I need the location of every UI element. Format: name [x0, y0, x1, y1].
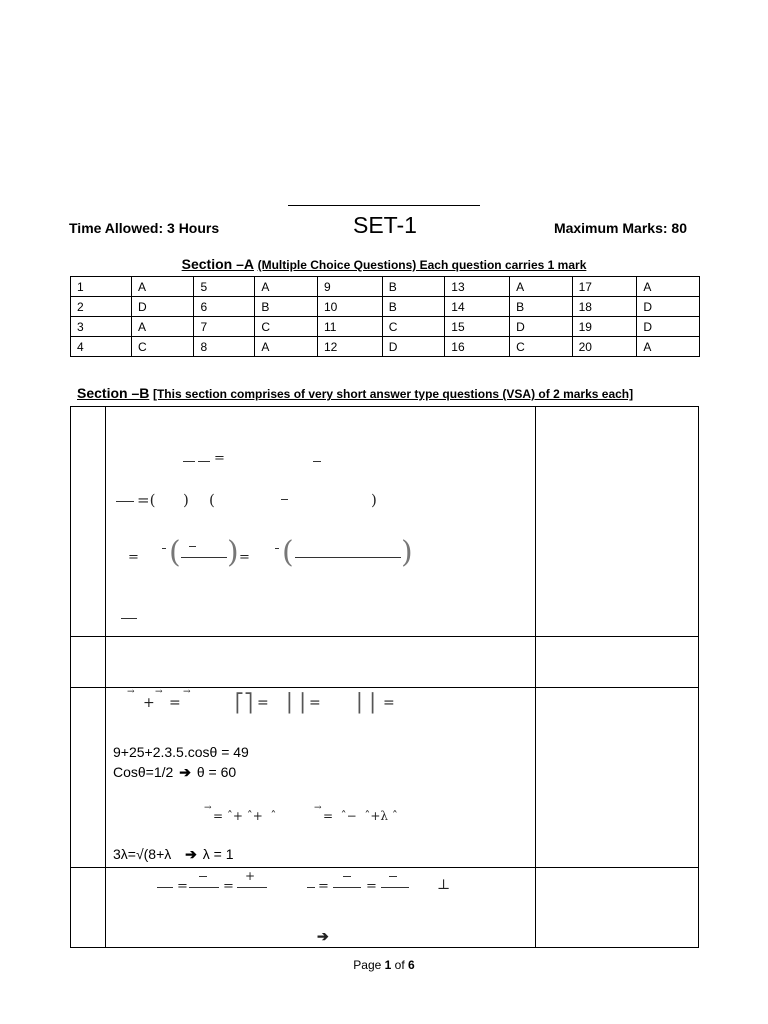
answer-letter: A — [131, 317, 194, 337]
arrow-right-icon: ➔ — [179, 764, 191, 780]
answer-letter: B — [255, 297, 318, 317]
answer-letter: D — [510, 317, 573, 337]
maximum-marks: Maximum Marks: 80 — [553, 220, 687, 236]
math-fragment: + — [143, 695, 155, 711]
math-fragment: → — [314, 803, 322, 813]
page-footer: Page 1 of 6 — [353, 958, 415, 972]
math-fragment: ( — [169, 535, 181, 570]
math-fragment: ( — [209, 491, 215, 509]
math-fragment — [389, 876, 397, 877]
math-fragment: ⎢⎥ — [357, 693, 375, 714]
answer-letter: D — [637, 317, 700, 337]
question-number: 14 — [445, 297, 510, 317]
math-fragment — [275, 548, 279, 549]
math-fragment: ) — [227, 535, 239, 570]
math-fragment — [281, 499, 288, 500]
math-fragment — [189, 887, 219, 888]
math-fragment: = ˆ+ ˆ+ ˆ — [213, 809, 277, 823]
answer-letter: B — [382, 297, 445, 317]
answer-letter: B — [510, 297, 573, 317]
math-fragment — [162, 548, 166, 549]
math-fragment: = — [383, 695, 395, 711]
math-fragment — [116, 501, 134, 502]
math-fragment: = — [257, 695, 269, 711]
math-fragment: → — [155, 687, 163, 697]
grid-row-divider — [71, 636, 698, 637]
question-number: 3 — [71, 317, 132, 337]
question-number: 4 — [71, 337, 132, 357]
header — [69, 212, 693, 244]
q3-lambda-result: 3λ=√(8+λ ➔ λ = 1 — [113, 846, 234, 862]
answer-letter: A — [637, 337, 700, 357]
math-fragment: = — [309, 695, 321, 711]
question-number: 7 — [194, 317, 255, 337]
math-fragment — [313, 461, 321, 462]
math-fragment: ⊥ — [437, 877, 451, 893]
time-allowed: Time Allowed: 3 Hours — [69, 220, 220, 236]
question-number: 8 — [194, 337, 255, 357]
question-number: 16 — [445, 337, 510, 357]
answer-letter: C — [131, 337, 194, 357]
answer-row — [71, 337, 700, 357]
math-fragment — [198, 461, 210, 462]
grid-row-divider — [71, 867, 698, 868]
question-number: 2 — [71, 297, 132, 317]
math-fragment — [189, 546, 196, 547]
answer-row — [71, 277, 700, 297]
answer-key-table — [70, 276, 700, 357]
question-number: 12 — [317, 337, 382, 357]
math-fragment — [381, 887, 409, 888]
math-fragment — [237, 887, 267, 888]
math-fragment: ) — [183, 491, 189, 509]
question-number: 10 — [317, 297, 382, 317]
grid-divider — [105, 407, 106, 947]
question-number: 19 — [572, 317, 637, 337]
question-number: 13 — [445, 277, 510, 297]
answer-letter: B — [382, 277, 445, 297]
math-fragment — [199, 876, 207, 877]
answer-letter: D — [382, 337, 445, 357]
question-number: 15 — [445, 317, 510, 337]
answer-letter: A — [131, 277, 194, 297]
math-fragment: = — [214, 451, 225, 466]
question-number: 5 — [194, 277, 255, 297]
math-fragment: → — [204, 803, 212, 813]
set-title: SET-1 — [353, 212, 417, 238]
math-fragment: → — [183, 687, 191, 697]
math-fragment: = — [169, 695, 181, 711]
math-fragment — [295, 557, 401, 558]
math-fragment: + — [245, 869, 256, 883]
section-a-title: Section –A (Multiple Choice Questions) Each question carries 1 mark — [181, 256, 587, 272]
answer-letter: A — [255, 337, 318, 357]
question-number: 11 — [317, 317, 382, 337]
question-number: 18 — [572, 297, 637, 317]
question-number: 1 — [71, 277, 132, 297]
math-fragment: ⎢⎥ — [287, 693, 305, 714]
answer-letter: D — [637, 297, 700, 317]
question-number: 6 — [194, 297, 255, 317]
question-number: 17 — [572, 277, 637, 297]
q3-cos-result: Cosθ=1/2 ➔ θ = 60 — [113, 764, 237, 780]
math-fragment: ⎡⎤ — [235, 693, 253, 714]
arrow-right-icon: ➔ — [317, 929, 329, 945]
math-fragment: = — [318, 879, 329, 894]
header-rule — [288, 205, 480, 206]
math-fragment — [343, 876, 351, 877]
section-b-title: Section –B [This section comprises of very short answer type questions (VSA) of 2 marks each] — [77, 385, 634, 401]
math-fragment: = — [223, 879, 234, 894]
math-fragment — [181, 557, 227, 558]
grid-row-divider — [71, 687, 698, 688]
answer-letter: A — [637, 277, 700, 297]
answer-letter: C — [510, 337, 573, 357]
math-fragment: → — [127, 687, 135, 697]
math-fragment: = — [239, 550, 250, 565]
math-fragment — [333, 887, 361, 888]
answer-row — [71, 317, 700, 337]
question-number: 9 — [317, 277, 382, 297]
math-fragment: = — [366, 879, 377, 894]
math-fragment — [157, 887, 173, 888]
math-fragment: ) — [371, 491, 377, 509]
answer-letter: C — [382, 317, 445, 337]
section-b-grid — [70, 406, 699, 948]
answer-letter: A — [255, 277, 318, 297]
grid-divider — [535, 407, 536, 947]
math-fragment — [121, 618, 137, 619]
answer-letter: D — [131, 297, 194, 317]
question-number: 20 — [572, 337, 637, 357]
answer-letter: C — [255, 317, 318, 337]
math-fragment: ( — [282, 535, 294, 570]
math-fragment: = ˆ− ˆ+λ ˆ — [323, 809, 398, 823]
math-fragment: =( — [137, 491, 156, 509]
answer-letter: A — [510, 277, 573, 297]
math-fragment: = — [128, 550, 139, 565]
arrow-right-icon: ➔ — [185, 846, 197, 862]
math-fragment — [307, 887, 315, 888]
q3-cos-equation: 9+25+2.3.5.cosθ = 49 — [113, 744, 249, 760]
answer-row — [71, 297, 700, 317]
math-fragment — [183, 461, 195, 462]
math-fragment: ) — [401, 535, 413, 570]
math-fragment: = — [177, 879, 188, 894]
